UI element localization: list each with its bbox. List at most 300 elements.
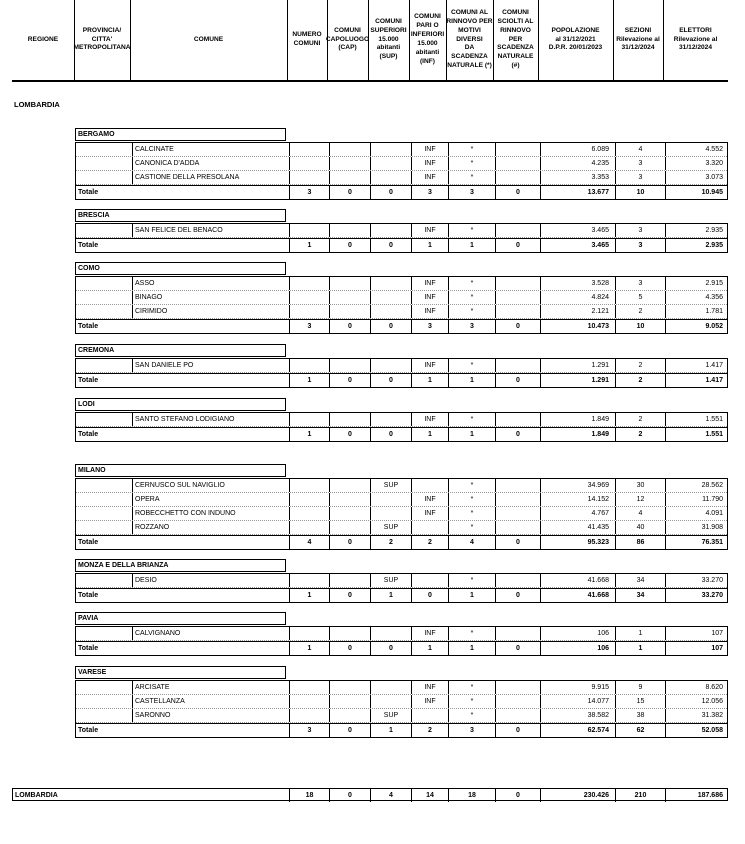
cell-nome: CALCINATE — [132, 143, 289, 156]
province-name: CREMONA — [75, 344, 286, 357]
cell-sup: 0 — [370, 374, 411, 387]
cell-sez: 62 — [615, 724, 665, 737]
cell-inf — [411, 709, 448, 722]
cell-lbl: Totale — [78, 431, 99, 438]
cell-lbl — [76, 521, 132, 534]
cell-sciolti: 0 — [495, 589, 540, 602]
cell-nome: OPERA — [132, 493, 289, 506]
cell-num — [289, 224, 329, 237]
total-row — [76, 373, 727, 387]
cell-inf: INF — [411, 627, 448, 640]
cell-pop: 6.089 — [540, 143, 615, 156]
cell-inf: 1 — [411, 642, 448, 655]
province-table — [75, 358, 728, 388]
cell-sez: 15 — [615, 695, 665, 708]
cell-rinnovo: * — [448, 291, 495, 304]
cell-num — [289, 493, 329, 506]
cell-nome: DESIO — [132, 574, 289, 587]
cell-inf: INF — [411, 277, 448, 290]
cell-elet: 33.270 — [665, 574, 729, 587]
cell-lbl — [76, 305, 132, 318]
cell-num — [289, 305, 329, 318]
cell-elet: 107 — [665, 627, 729, 640]
cell-cap: 0 — [329, 724, 370, 737]
cell-sez: 30 — [615, 479, 665, 492]
cell-num — [289, 709, 329, 722]
cell-sup — [370, 143, 411, 156]
cell-sciolti: 0 — [495, 320, 540, 333]
cell-sez: 2 — [615, 374, 665, 387]
cell-inf — [411, 574, 448, 587]
cell-sciolti — [495, 157, 540, 170]
cell-pop: 14.077 — [540, 695, 615, 708]
comune-row — [76, 224, 727, 238]
comune-row — [76, 521, 727, 535]
cell-elet: 1.417 — [665, 359, 729, 372]
comune-row — [76, 574, 727, 588]
cell-pop: 62.574 — [540, 724, 615, 737]
total-row — [76, 238, 727, 252]
province-name: LODI — [75, 398, 286, 411]
cell-elet: 4.356 — [665, 291, 729, 304]
cell-inf: INF — [411, 359, 448, 372]
cell-sciolti: 0 — [495, 789, 540, 802]
cell-sez: 5 — [615, 291, 665, 304]
cell-sciolti — [495, 413, 540, 426]
province-table — [75, 478, 728, 550]
header-sezioni: SEZIONI Rilevazione al 31/12/2024 — [616, 26, 660, 52]
cell-inf: 0 — [411, 589, 448, 602]
province-table — [75, 573, 728, 603]
cell-pop: 106 — [540, 627, 615, 640]
cell-lbl: Totale — [78, 242, 99, 249]
cell-cap — [329, 171, 370, 184]
cell-num — [289, 291, 329, 304]
cell-sup — [370, 627, 411, 640]
cell-nome: CANONICA D'ADDA — [132, 157, 289, 170]
cell-cap — [329, 224, 370, 237]
cell-cap: 0 — [329, 320, 370, 333]
cell-sez: 210 — [615, 789, 665, 802]
cell-sciolti — [495, 507, 540, 520]
cell-sez: 10 — [615, 320, 665, 333]
cell-cap: 0 — [329, 186, 370, 199]
header-sciolti: COMUNI SCIOLTI AL RINNOVO PER SCADENZA NATURALE (#) — [497, 8, 534, 70]
total-row — [76, 185, 727, 199]
cell-rinnovo: * — [448, 359, 495, 372]
cell-lbl — [76, 291, 132, 304]
cell-lbl: Totale — [78, 377, 99, 384]
cell-rinnovo: * — [448, 224, 495, 237]
cell-nome: SARONNO — [132, 709, 289, 722]
header-sup: COMUNI SUPERIORI 15.000 abitanti (SUP) — [370, 17, 407, 61]
cell-elet: 1.781 — [665, 305, 729, 318]
cell-lbl: Totale — [78, 189, 99, 196]
cell-rinnovo: 1 — [448, 642, 495, 655]
cell-inf: INF — [411, 291, 448, 304]
cell-elet: 52.058 — [665, 724, 729, 737]
cell-inf: 1 — [411, 239, 448, 252]
cell-lbl: Totale — [78, 323, 99, 330]
cell-inf: INF — [411, 143, 448, 156]
cell-rinnovo: * — [448, 695, 495, 708]
cell-cap — [329, 695, 370, 708]
cell-sup: SUP — [370, 479, 411, 492]
cell-num — [289, 277, 329, 290]
cell-sup — [370, 291, 411, 304]
cell-rinnovo: * — [448, 305, 495, 318]
cell-num — [289, 171, 329, 184]
cell-pop: 3.465 — [540, 224, 615, 237]
cell-inf: INF — [411, 681, 448, 694]
cell-pop: 106 — [540, 642, 615, 655]
cell-pop: 4.235 — [540, 157, 615, 170]
total-row — [76, 535, 727, 549]
cell-lbl — [76, 277, 132, 290]
cell-elet: 1.417 — [665, 374, 729, 387]
cell-nome: ASSO — [132, 277, 289, 290]
comune-row — [76, 413, 727, 427]
cell-nome — [132, 186, 289, 199]
cell-num: 1 — [289, 239, 329, 252]
cell-pop: 1.849 — [540, 428, 615, 441]
cell-sciolti — [495, 709, 540, 722]
province-table — [75, 223, 728, 253]
cell-num — [289, 479, 329, 492]
cell-nome: ROZZANO — [132, 521, 289, 534]
cell-inf — [411, 521, 448, 534]
cell-sup: 4 — [370, 789, 411, 802]
cell-cap: 0 — [329, 789, 370, 802]
cell-sup: 0 — [370, 320, 411, 333]
cell-sup — [370, 681, 411, 694]
cell-elet: 107 — [665, 642, 729, 655]
comune-row — [76, 305, 727, 319]
cell-lbl — [76, 507, 132, 520]
header-provincia: PROVINCIA/ CITTA' METROPOLITANA — [73, 26, 131, 52]
cell-sup: 1 — [370, 589, 411, 602]
cell-num: 3 — [289, 724, 329, 737]
cell-sup: 1 — [370, 724, 411, 737]
cell-pop: 4.767 — [540, 507, 615, 520]
province-name: BERGAMO — [75, 128, 286, 141]
cell-sciolti: 0 — [495, 239, 540, 252]
cell-sez: 9 — [615, 681, 665, 694]
province-name: VARESE — [75, 666, 286, 679]
cell-nome — [132, 724, 289, 737]
province-name: PAVIA — [75, 612, 286, 625]
region-title: LOMBARDIA — [14, 100, 60, 109]
cell-nome — [132, 320, 289, 333]
cell-sciolti — [495, 695, 540, 708]
cell-num: 1 — [289, 589, 329, 602]
cell-inf: 2 — [411, 536, 448, 549]
cell-rinnovo: * — [448, 413, 495, 426]
cell-num — [289, 507, 329, 520]
cell-sup — [370, 507, 411, 520]
cell-rinnovo: * — [448, 709, 495, 722]
total-row — [76, 723, 727, 737]
cell-inf: INF — [411, 157, 448, 170]
total-row — [76, 641, 727, 655]
cell-sez: 34 — [615, 574, 665, 587]
cell-elet: 11.790 — [665, 493, 729, 506]
header-numero-comuni: NUMERO COMUNI — [292, 31, 322, 47]
cell-num: 4 — [289, 536, 329, 549]
cell-sciolti — [495, 574, 540, 587]
cell-sciolti — [495, 305, 540, 318]
cell-cap — [329, 521, 370, 534]
comune-row — [76, 157, 727, 171]
comune-row — [76, 359, 727, 373]
cell-sup — [370, 695, 411, 708]
total-row — [76, 427, 727, 441]
cell-sez: 1 — [615, 627, 665, 640]
cell-pop: 3.528 — [540, 277, 615, 290]
cell-sez: 3 — [615, 277, 665, 290]
cell-sup — [370, 493, 411, 506]
cell-lbl — [76, 359, 132, 372]
cell-inf: 3 — [411, 186, 448, 199]
province-table — [75, 412, 728, 442]
cell-cap — [329, 359, 370, 372]
cell-rinnovo: 1 — [448, 428, 495, 441]
cell-inf: INF — [411, 305, 448, 318]
cell-pop: 34.969 — [540, 479, 615, 492]
cell-nome: CALVIGNANO — [132, 627, 289, 640]
cell-sciolti — [495, 521, 540, 534]
cell-sez: 34 — [615, 589, 665, 602]
cell-elet: 1.551 — [665, 413, 729, 426]
cell-lbl — [76, 627, 132, 640]
cell-sciolti — [495, 171, 540, 184]
header-comune: COMUNE — [193, 35, 224, 43]
cell-sez: 3 — [615, 239, 665, 252]
cell-lbl — [76, 681, 132, 694]
cell-lbl: Totale — [78, 645, 99, 652]
cell-rinnovo: 4 — [448, 536, 495, 549]
grand-total-cells — [13, 789, 727, 802]
cell-rinnovo: 1 — [448, 239, 495, 252]
cell-rinnovo: * — [448, 507, 495, 520]
province-table — [75, 626, 728, 656]
comune-row — [76, 709, 727, 723]
cell-sez: 10 — [615, 186, 665, 199]
cell-sez: 2 — [615, 305, 665, 318]
cell-pop: 95.323 — [540, 536, 615, 549]
cell-cap: 0 — [329, 589, 370, 602]
cell-nome: ARCISATE — [132, 681, 289, 694]
cell-elet: 4.091 — [665, 507, 729, 520]
cell-inf — [411, 479, 448, 492]
cell-rinnovo: * — [448, 143, 495, 156]
cell-num — [289, 574, 329, 587]
cell-num — [289, 627, 329, 640]
cell-sez: 40 — [615, 521, 665, 534]
cell-rinnovo: 3 — [448, 320, 495, 333]
cell-inf: 1 — [411, 374, 448, 387]
province-name: MONZA E DELLA BRIANZA — [75, 559, 286, 572]
cell-cap: 0 — [329, 428, 370, 441]
cell-pop: 4.824 — [540, 291, 615, 304]
cell-lbl: Totale — [78, 592, 99, 599]
cell-sup — [370, 171, 411, 184]
cell-sciolti — [495, 493, 540, 506]
cell-sciolti — [495, 224, 540, 237]
cell-inf: INF — [411, 507, 448, 520]
cell-sez: 86 — [615, 536, 665, 549]
cell-sup — [370, 305, 411, 318]
cell-nome: CERNUSCO SUL NAVIGLIO — [132, 479, 289, 492]
cell-sciolti — [495, 681, 540, 694]
cell-pop: 41.668 — [540, 574, 615, 587]
cell-inf: 3 — [411, 320, 448, 333]
province-table — [75, 680, 728, 738]
cell-sup: 0 — [370, 642, 411, 655]
cell-sez: 2 — [615, 359, 665, 372]
cell-num — [289, 413, 329, 426]
cell-nome — [132, 536, 289, 549]
cell-elet: 8.620 — [665, 681, 729, 694]
header-cap: COMUNI CAPOLUOGO (CAP) — [325, 26, 370, 52]
cell-sciolti: 0 — [495, 428, 540, 441]
comune-row — [76, 171, 727, 185]
cell-pop: 13.677 — [540, 186, 615, 199]
cell-inf: 2 — [411, 724, 448, 737]
cell-elet: 3.320 — [665, 157, 729, 170]
cell-sez: 4 — [615, 143, 665, 156]
cell-pop: 1.291 — [540, 374, 615, 387]
cell-pop: 2.121 — [540, 305, 615, 318]
cell-sez: 2 — [615, 413, 665, 426]
cell-sez: 38 — [615, 709, 665, 722]
cell-sup: SUP — [370, 521, 411, 534]
cell-rinnovo: * — [448, 493, 495, 506]
cell-cap — [329, 574, 370, 587]
cell-pop: 38.582 — [540, 709, 615, 722]
cell-elet: 9.052 — [665, 320, 729, 333]
comune-row — [76, 507, 727, 521]
cell-pop: 41.668 — [540, 589, 615, 602]
total-row — [76, 319, 727, 333]
cell-elet: 10.945 — [665, 186, 729, 199]
cell-nome — [132, 239, 289, 252]
cell-num — [289, 695, 329, 708]
cell-elet: 1.551 — [665, 428, 729, 441]
cell-nome — [132, 589, 289, 602]
cell-sez: 2 — [615, 428, 665, 441]
cell-nome: SANTO STEFANO LODIGIANO — [132, 413, 289, 426]
cell-sez: 3 — [615, 224, 665, 237]
cell-cap — [329, 413, 370, 426]
cell-cap: 0 — [329, 536, 370, 549]
cell-inf: 1 — [411, 428, 448, 441]
comune-row — [76, 479, 727, 493]
cell-sez: 12 — [615, 493, 665, 506]
cell-pop: 9.915 — [540, 681, 615, 694]
comune-row — [76, 277, 727, 291]
cell-num — [289, 143, 329, 156]
cell-lbl: LOMBARDIA — [15, 792, 58, 799]
cell-sciolti — [495, 359, 540, 372]
cell-sciolti: 0 — [495, 642, 540, 655]
cell-sup — [370, 413, 411, 426]
cell-rinnovo: 18 — [448, 789, 495, 802]
cell-lbl — [76, 493, 132, 506]
cell-rinnovo: 3 — [448, 186, 495, 199]
cell-cap — [329, 291, 370, 304]
cell-nome — [132, 428, 289, 441]
cell-num — [289, 157, 329, 170]
cell-num: 1 — [289, 374, 329, 387]
cell-num — [289, 681, 329, 694]
header-popolazione: POPOLAZIONE al 31/12/2021 D.P.R. 20/01/2023 — [548, 26, 603, 52]
province-name: MILANO — [75, 464, 286, 477]
cell-nome — [132, 642, 289, 655]
cell-cap — [329, 479, 370, 492]
cell-rinnovo: * — [448, 681, 495, 694]
cell-cap: 0 — [329, 374, 370, 387]
cell-rinnovo: * — [448, 157, 495, 170]
comune-row — [76, 143, 727, 157]
cell-cap — [329, 709, 370, 722]
cell-num — [289, 521, 329, 534]
cell-elet: 31.908 — [665, 521, 729, 534]
cell-rinnovo: * — [448, 521, 495, 534]
cell-lbl: Totale — [78, 727, 99, 734]
cell-sciolti — [495, 143, 540, 156]
cell-rinnovo: * — [448, 479, 495, 492]
cell-num: 3 — [289, 320, 329, 333]
cell-sup — [370, 157, 411, 170]
comune-row — [76, 291, 727, 305]
cell-sciolti — [495, 627, 540, 640]
cell-elet: 31.382 — [665, 709, 729, 722]
cell-nome: ROBECCHETTO CON INDUNO — [132, 507, 289, 520]
cell-sup: SUP — [370, 709, 411, 722]
cell-sup: SUP — [370, 574, 411, 587]
cell-cap — [329, 493, 370, 506]
cell-lbl — [76, 709, 132, 722]
cell-sciolti: 0 — [495, 186, 540, 199]
cell-sez: 1 — [615, 642, 665, 655]
cell-nome: BINAGO — [132, 291, 289, 304]
cell-num — [289, 359, 329, 372]
header-regione: REGIONE — [27, 35, 59, 43]
cell-sup: 2 — [370, 536, 411, 549]
cell-sup — [370, 224, 411, 237]
cell-elet: 28.562 — [665, 479, 729, 492]
cell-sciolti: 0 — [495, 536, 540, 549]
cell-num: 1 — [289, 428, 329, 441]
cell-cap — [329, 627, 370, 640]
cell-elet: 12.056 — [665, 695, 729, 708]
cell-nome: SAN DANIELE PO — [132, 359, 289, 372]
comune-row — [76, 627, 727, 641]
cell-lbl — [76, 479, 132, 492]
cell-cap — [329, 681, 370, 694]
cell-cap — [329, 143, 370, 156]
cell-pop: 41.435 — [540, 521, 615, 534]
cell-sup — [370, 359, 411, 372]
cell-elet: 76.351 — [665, 536, 729, 549]
cell-lbl — [76, 413, 132, 426]
cell-rinnovo: * — [448, 627, 495, 640]
cell-nome: CIRIMIDO — [132, 305, 289, 318]
cell-cap: 0 — [329, 642, 370, 655]
cell-num: 18 — [289, 789, 329, 802]
header-elettori: ELETTORI Rilevazione al 31/12/2024 — [673, 26, 718, 52]
